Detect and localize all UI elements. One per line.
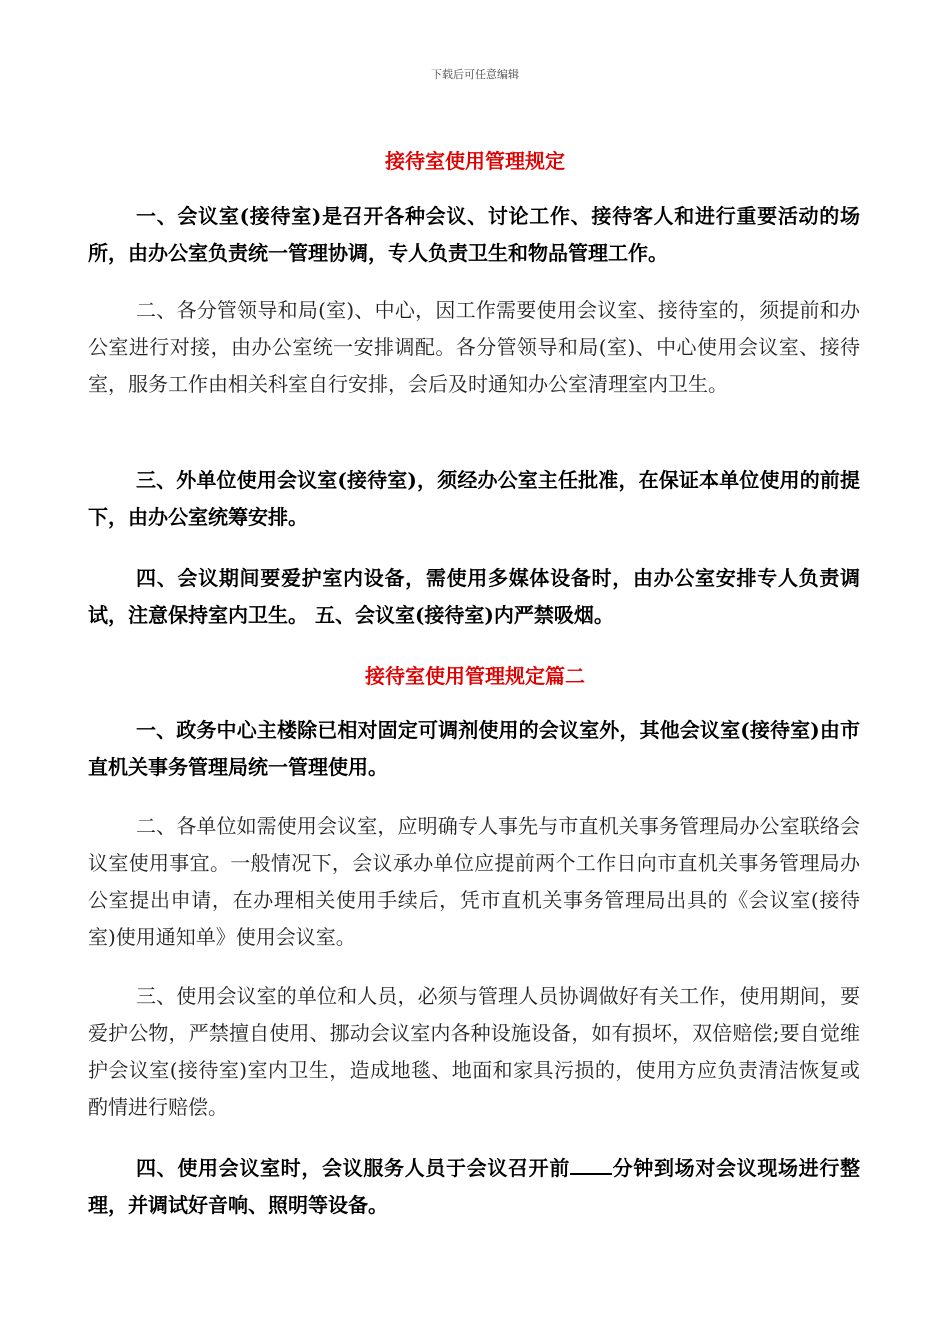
section2-paragraph-4 bbox=[88, 1150, 860, 1224]
section1-paragraph-3: 三、外单位使用会议室(接待室)，须经办公室主任批准，在保证本单位使用的前提下，由办公室统筹安排。 bbox=[88, 468, 860, 529]
section1-paragraph-1: 一、会议室(接待室)是召开各种会议、讨论工作、接待客人和进行重要活动的场所，由办公室负责统一管理协调，专人负责卫生和物品管理工作。 bbox=[88, 204, 860, 265]
document-title: 接待室使用管理规定 bbox=[385, 149, 565, 173]
header-note: 下载后可任意编辑 bbox=[431, 68, 519, 81]
section1-paragraph-2: 二、各分管领导和局(室)、中心，因工作需要使用会议室、接待室的，须提前和办公室进行对接，由办公室统一安排调配。各分管领导和局(室)、中心使用会议室、接待室，服务工作由相关科室自行安排，会后及时通知办公室清理室内卫生。 bbox=[88, 298, 860, 396]
section2-title: 接待室使用管理规定篇二 bbox=[365, 664, 585, 688]
fill-in-blank bbox=[570, 1155, 612, 1175]
paragraph-text-before-blank: 四、使用会议室时，会议服务人员于会议召开前 bbox=[136, 1156, 570, 1180]
section2-paragraph-2: 二、各单位如需使用会议室，应明确专人事先与市直机关事务管理局办公室联络会议室使用事宜。一般情况下，会议承办单位应提前两个工作日向市直机关事务管理局办公室提出申请，在办理相关使用手续后，凭市直机关事务管理局出具的《会议室(接待室)使用通知单》使用会议室。 bbox=[88, 814, 860, 949]
paragraph-text-after-blank: 分钟到场对会议现场进行整理，并调试好音响、照明等设备。 bbox=[88, 1156, 861, 1217]
section2-paragraph-1: 一、政务中心主楼除已相对固定可调剂使用的会议室外，其他会议室(接待室)由市直机关事务管理局统一管理使用。 bbox=[88, 718, 860, 779]
section1-paragraph-4: 四、会议期间要爱护室内设备，需使用多媒体设备时，由办公室安排专人负责调试，注意保持室内卫生。 五、会议室(接待室)内严禁吸烟。 bbox=[88, 566, 860, 627]
section2-paragraph-3: 三、使用会议室的单位和人员，必须与管理人员协调做好有关工作，使用期间，要爱护公物，严禁擅自使用、挪动会议室内各种设施设备，如有损坏，双倍赔偿;要自觉维护会议室(接待室)室内卫生，造成地毯、地面和家具污损的，使用方应负责清洁恢复或酌情进行赔偿。 bbox=[88, 984, 860, 1119]
